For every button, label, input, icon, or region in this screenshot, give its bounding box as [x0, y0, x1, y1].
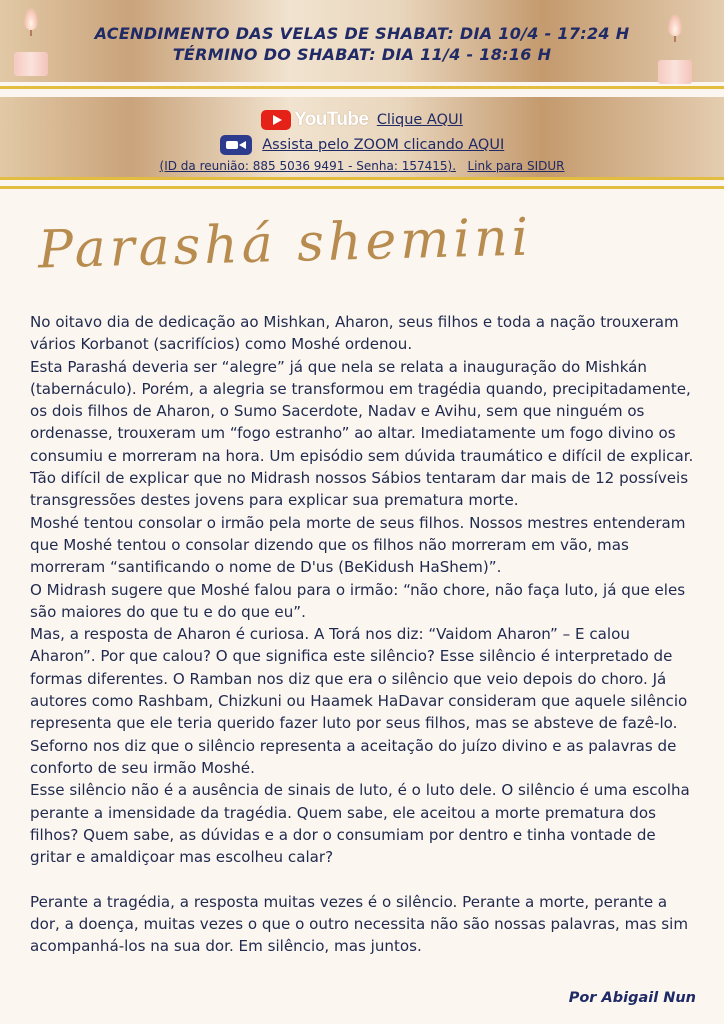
zoom-row [0, 135, 724, 155]
sidur-link[interactable]: Link para SIDUR [467, 159, 565, 173]
shabbat-times-banner [0, 0, 724, 82]
paragraph: Esta Parashá deveria ser “alegre” já que nela se relata a inauguração do Mishkán (tabernáculo). Porém, a alegria se transformou em tragédia quando, precipitadamente, os dois filhos de Aharon, o Sumo Sacerdote, Nadav e Avihu, sem que ninguém os ordenasse, trouxeram um “fogo estranho” ao altar. Imediatamente um fogo divino os consumiu e morreram na hora. Um episódio sem dúvida traumático e difícil de explicar. Tão difícil de explicar que no Midrash nossos Sábios tentaram dar mais de 12 possíveis transgressões destes jovens para explicar sua prematura morte. [30, 357, 694, 510]
youtube-wordmark: YouTube [294, 109, 369, 130]
paragraph: O Midrash sugere que Moshé falou para o irmão: “não chore, não faça luto, já que eles são maiores do que tu e do que eu”. [30, 580, 686, 621]
youtube-row [0, 109, 724, 129]
candle-icon [658, 8, 692, 88]
paragraph: Moshé tentou consolar o irmão pela morte de seus filhos. Nossos mestres entenderam que Moshé tentou o consolar dizendo que os filhos não morreram em vão, mas morreram “santificando o nome de D'us (BeKidush HaShem)”. [30, 513, 686, 577]
paragraph: No oitavo dia de dedicação ao Mishkan, Aharon, seus filhos e toda a nação trouxeram vários Korbanot (sacrifícios) como Moshé ordenou. [30, 313, 679, 354]
youtube-logo [261, 109, 368, 131]
gold-divider [0, 86, 724, 89]
broadcast-links-banner [0, 97, 724, 177]
paragraph: Mas, a resposta de Aharon é curiosa. A Torá nos diz: “Vaidom Aharon” – E calou Aharon”. Por que calou? O que significa este silêncio? Esse silêncio é interpretado de formas diferentes. O Ramban nos diz que era o silêncio que veio depois do choro. Já autores como Rashbam, Chizkuni ou Haamek HaDavar consideram que aquele silêncio representa que ele teria querido fazer luto por seus filhos, mas se absteve de fazê-lo. Seforno nos diz que o silêncio representa a aceitação do juízo divino e as palavras de conforto de seu irmão Moshé. [30, 625, 688, 777]
paragraph: Esse silêncio não é a ausência de sinais de luto, é o luto dele. O silêncio é uma escolha perante a imensidade da tragédia. Quem sabe, ele aceitou a morte prematura dos filhos? Quem sabe, as dúvidas e a dor o consumiam por dentro e tinha vontade de gritar e amaldiçoar mas escolheu calar? [30, 781, 690, 867]
gold-divider [0, 186, 724, 189]
paragraph: Perante a tragédia, a resposta muitas vezes é o silêncio. Perante a morte, perante a dor, a doença, muitas vezes o que o outro necessita não são nossas palavras, mas sim acompanhá-los na sua dor. Em silêncio, mas juntos. [30, 892, 689, 956]
meeting-id-link[interactable]: (ID da reunião: 885 5036 9491 - Senha: 157415). [159, 159, 457, 173]
youtube-play-icon [261, 110, 291, 130]
shabbat-end-time: TÉRMINO DO SHABAT: DIA 11/4 - 18:16 H [172, 45, 552, 64]
youtube-link[interactable]: Clique AQUI [376, 112, 463, 128]
candle-lighting-time: ACENDIMENTO DAS VELAS DE SHABAT: DIA 10/4 - 17:24 H [94, 24, 630, 43]
zoom-link[interactable]: Assista pelo ZOOM clicando AQUI [262, 137, 505, 153]
meeting-info-row [0, 159, 724, 173]
gold-divider [0, 177, 724, 180]
parasha-title: Parashá shemini [37, 207, 533, 281]
paragraph-spacer [30, 868, 698, 890]
author-signature: Por Abigail Nun [568, 990, 696, 1006]
article-body [30, 311, 698, 958]
zoom-camera-icon [220, 135, 252, 155]
